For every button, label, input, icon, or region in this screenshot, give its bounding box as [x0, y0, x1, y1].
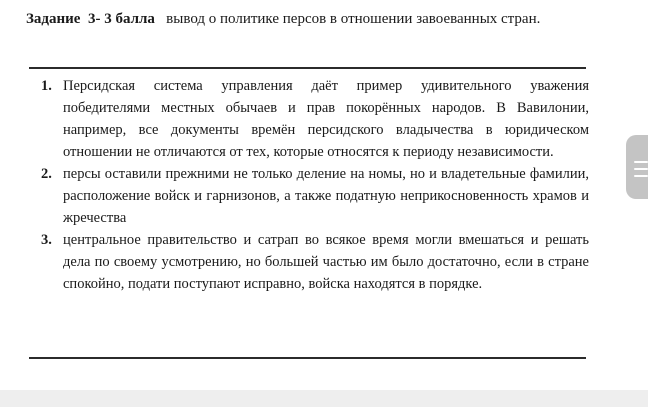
menu-icon: [634, 161, 648, 163]
task-label: Задание: [26, 11, 81, 27]
bottom-divider: [29, 357, 586, 359]
menu-icon-bar: [634, 175, 648, 177]
footer-strip: [0, 390, 648, 407]
answer-item-2: [41, 163, 589, 229]
answer-text: Персидская система управления даёт пример удивительного уважения победителями местных обычаев и прав покорённых народов. В Вавилонии, например, все документы времён персидского владычества в юридическом отношении не отличаются от тех, которые относятся к периоду независимости.: [63, 78, 589, 160]
answer-item-3: [41, 229, 589, 295]
side-menu-tab[interactable]: [626, 135, 648, 199]
menu-icon-bar: [634, 168, 648, 170]
answer-text: персы оставили прежними не только деление на номы, но и владетельные фамилии, расположение войск и гарнизонов, а также податную неприкосновенность храмов и жречества: [63, 166, 589, 226]
answer-number: 1.: [41, 78, 52, 94]
top-divider: [29, 67, 586, 69]
answer-number: 3.: [41, 232, 52, 248]
answer-number: 2.: [41, 166, 52, 182]
answer-text: центральное правительство и сатрап во всякое время могли вмешаться и решать дела по своему усмотрению, но большей частью им было достаточно, если в стране спокойно, подати поступают исправно, войска находятся в порядке.: [63, 232, 589, 292]
task-points: 3- 3 балла: [87, 11, 155, 27]
answer-list: [41, 75, 589, 295]
task-description: вывод о политике персов в отношении завоеванных стран.: [166, 11, 541, 27]
task-header: [26, 8, 596, 30]
answer-item-1: [41, 75, 589, 163]
